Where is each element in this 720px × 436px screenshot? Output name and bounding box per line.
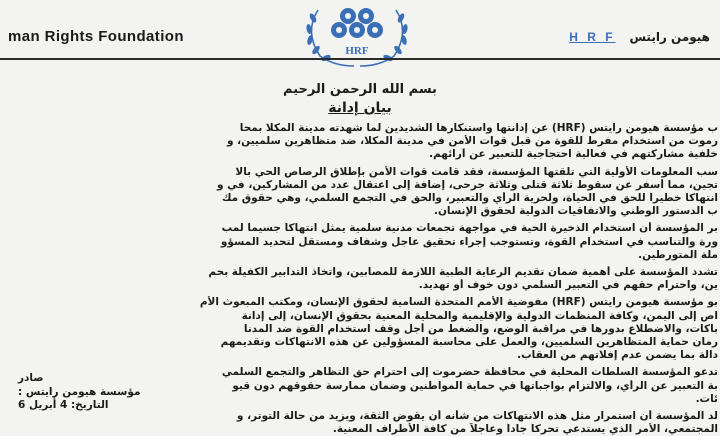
body-line: بة التعبير عن الرأي، والالتزام بواجباتها في حماية المواطنين وضمان ممارسة حقوقهم دون قيو [232,379,718,392]
body-line: بو مؤسسة هيومن رايتس (HRF) مفوضية الأمم المتحدة السامية لحقوق الإنسان، ومكتب المبعوث الأم [199,296,718,309]
body-line: لد المؤسسة أن استمرار مثل هذه الانتهاكات من شأنه أن يقوض الثقة، ويزيد من حالة التوتر، و [236,410,718,423]
body-line: ين، واحترام حقهم في التعبير السلمي دون خوف أو تهديد. [418,279,718,292]
body-line: تجين، مما أسفر عن سقوط ثلاثة قتلى وثلاثة جرحى، إضافة إلى اعتقال عدد من المشاركين، في و [217,178,718,191]
body-line: باكات، والاضطلاع بدورها في مراقبة الوضع، والضغط من أجل وقف استخدام القوة ضد المدنا [243,322,718,335]
issued-label: صادر [18,372,44,384]
header-divider [0,58,720,60]
body-line: سب المعلومات الأولية التي تلقتها المؤسسة، فقد قامت قوات الأمن بإطلاق الرصاص الحي بالا [235,165,718,178]
body-line: دالة بما يضمن عدم إفلاتهم من العقاب. [517,349,718,362]
body-line: رموت من استخدام مفرط للقوة من قبل قوات الأمن في مدينة المكلا، ضد متظاهرين سلميين، و [227,135,718,148]
body-line: خلفية مشاركتهم في فعالية احتجاجية للتعبير عن آرائهم. [429,148,718,161]
organization-abbreviation: H R F [569,30,616,44]
body-line: ب الدستور الوطني والاتفاقيات الدولية لحقوق الإنسان. [433,205,718,218]
body-line: انتهاكاً خطيراً للحق في الحياة، ولحرية الرأي والتعبير، والحق في التجمع السلمي، وهي حقوق مك [221,192,718,205]
body-line: ملة المتورطين. [638,248,718,261]
issue-date: التاريخ: 4 أبريل 6 [18,399,109,411]
body-line: تدعو المؤسسة السلطات المحلية في محافظة حضرموت إلى احترام حق التظاهر والتجمع السلمي [221,366,718,379]
body-line: ئات. [695,392,718,405]
body-line: بر المؤسسة أن استخدام الذخيرة الحية في مواجهة تجمعات مدنية سلمية يمثل انتهاكاً جسيماً لمب [221,222,718,235]
body-line: المجتمعي، الأمر الذي يستدعي تحركاً جاداً وعاجلاً من كافة الأطراف المعنية. [332,423,718,436]
statement-title: بيان إدانة [328,100,392,116]
signature-block [18,372,238,413]
body-line: ب مؤسسة هيومن رايتس (HRF) عن إدانتها واستنكارها الشديدين لما شهدته مدينة المكلا بمحا [239,122,718,134]
hrf-logo-icon [298,2,416,74]
body-line: رمان حماية المتظاهرين السلميين، والعمل على محاسبة المسؤولين عن هذه الانتهاكات وتقديمهم [220,336,718,349]
organization-name-arabic: هيومن رايتس [629,30,710,44]
organization-name-english: man Rights Foundation [8,28,184,45]
letterhead [0,0,720,80]
body-line: ورة والتناسب في استخدام القوة، وتستوجب إجراء تحقيق عاجل وشفاف ومستقل لتحديد المسؤو [220,235,718,248]
issuer-name: مؤسسة هيومن رايتس : [18,385,141,398]
body-line: اص إلى اليمن، وكافة المنظمات الدولية والإقليمية والمحلية المعنية بحقوق الإنسان، إلى إدانة [241,309,718,322]
logo-text: HRF [345,45,369,57]
basmala: بسم الله الرحمن الرحيم [283,82,437,97]
body-line: تشدد المؤسسة على أهمية ضمان تقديم الرعاية الطبية اللازمة للمصابين، واتخاذ التدابير الكفيلة بحم [208,266,718,279]
organization-name-arabic-block [569,30,710,44]
